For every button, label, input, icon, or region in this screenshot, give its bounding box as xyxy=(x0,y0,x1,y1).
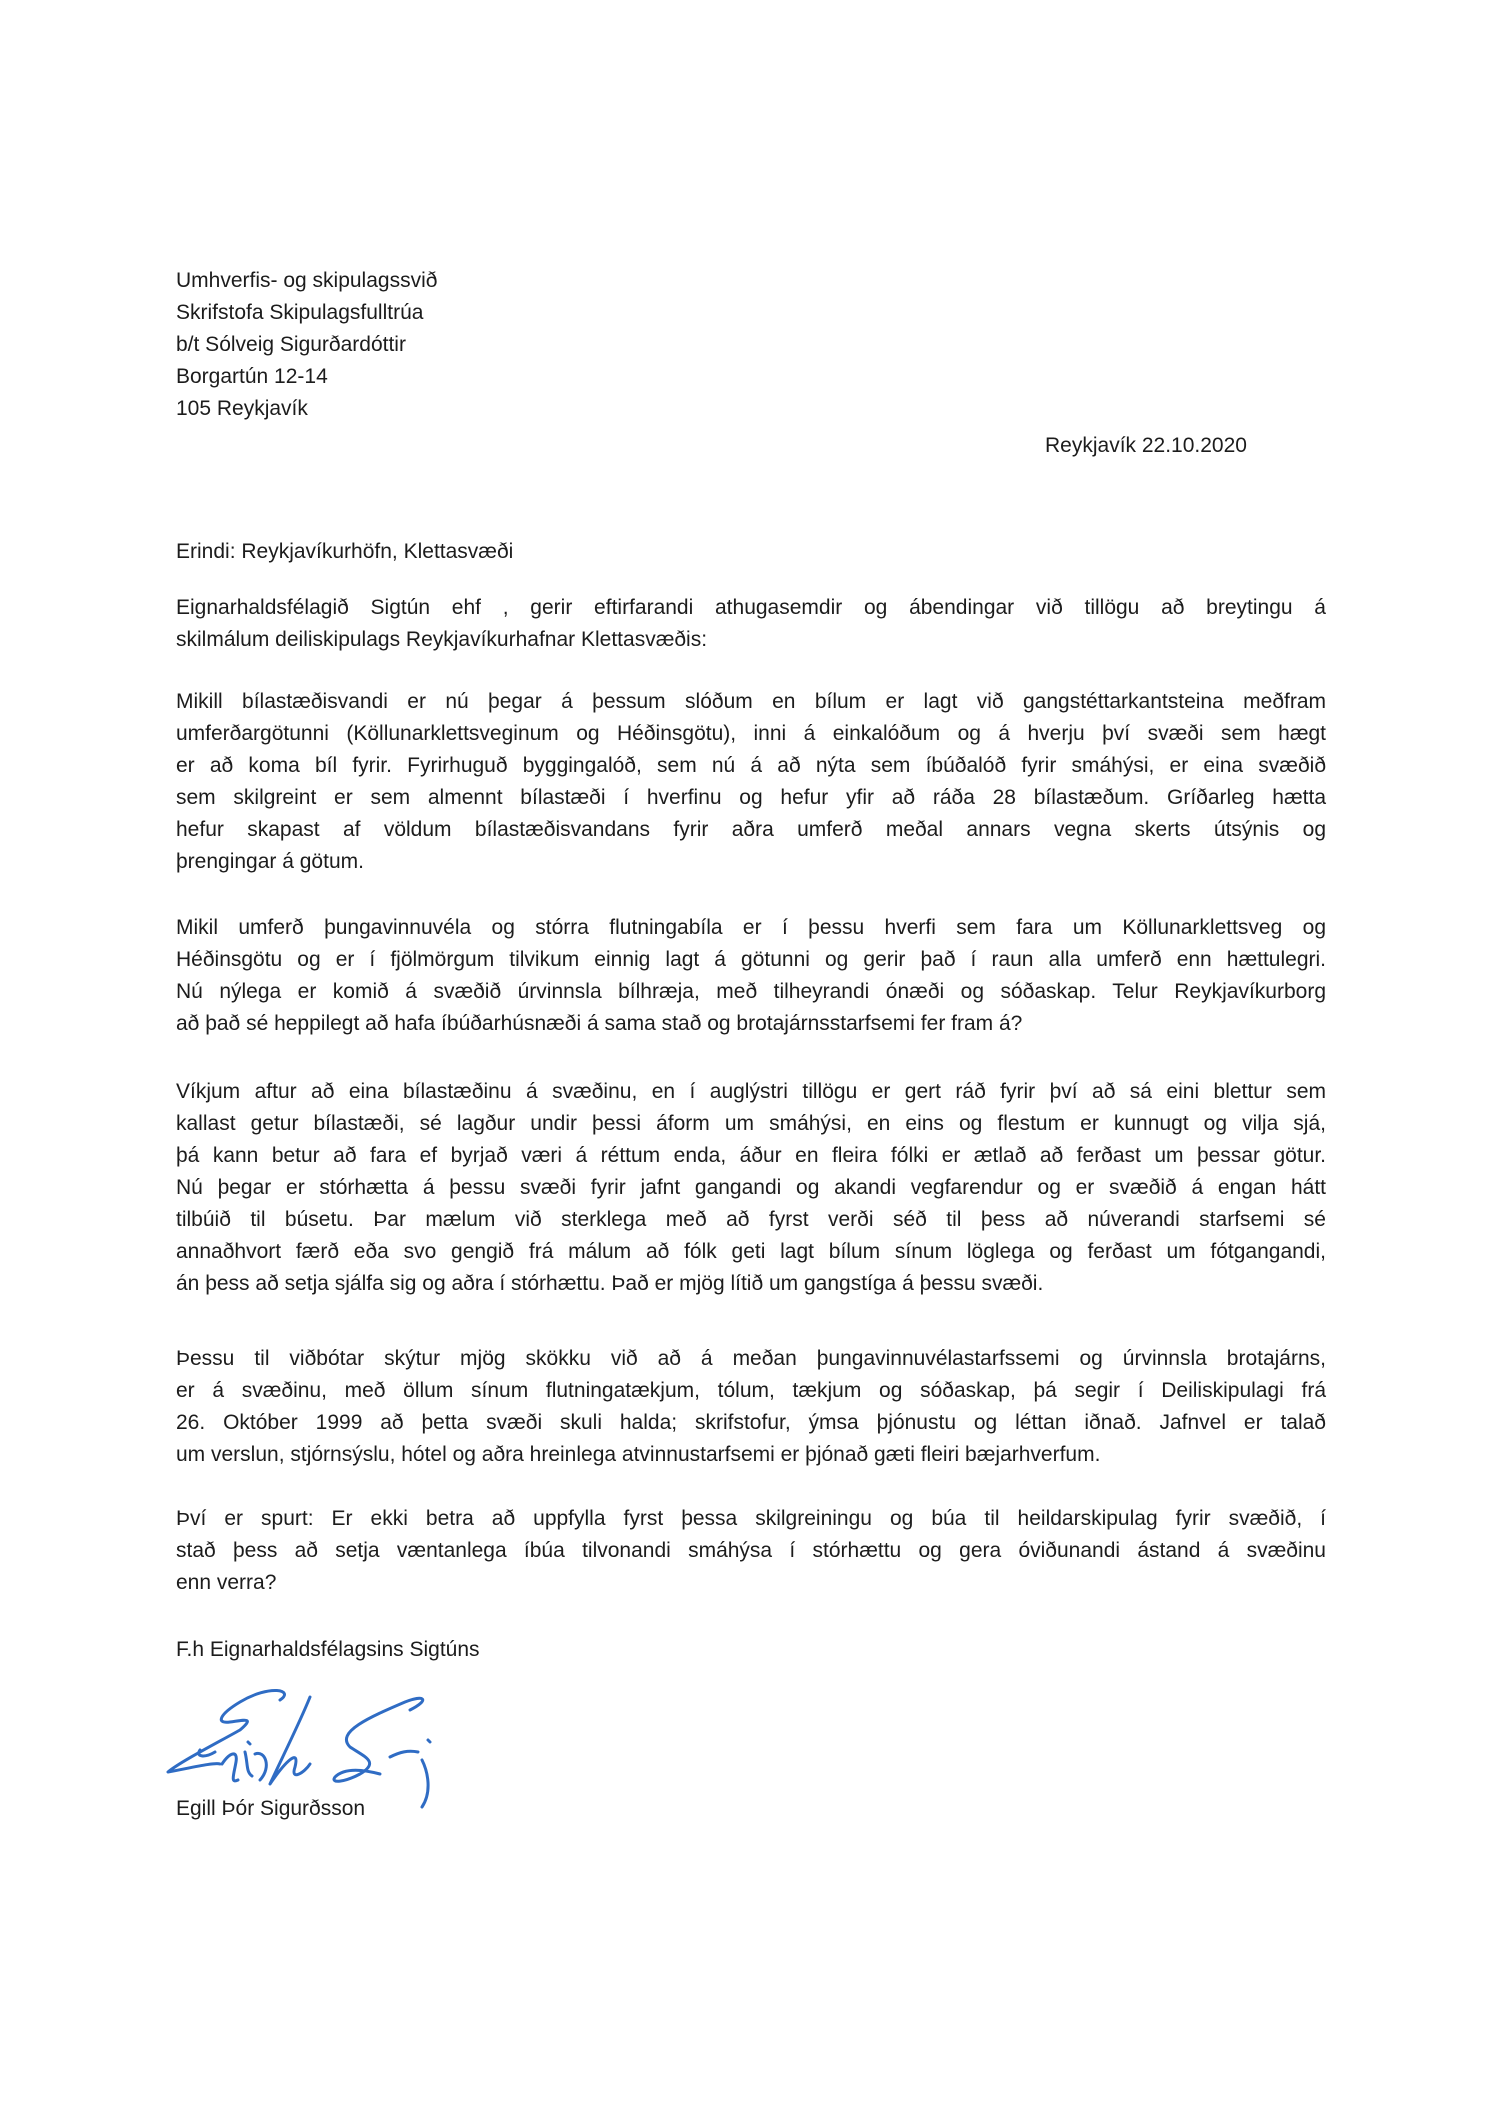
recipient-line: b/t Sólveig Sigurðardóttir xyxy=(176,333,406,356)
recipient-address xyxy=(176,265,1326,425)
paragraph-line: Þessu til viðbótar skýtur mjög skökku við að á meðan þungavinnuvélastarfssemi og úrvinnsla brotajárns, xyxy=(176,1347,1326,1370)
zoning-paragraph xyxy=(176,1343,1326,1471)
subject-line xyxy=(176,536,1326,568)
closing-line xyxy=(176,1634,1326,1666)
recipient-line: Umhverfis- og skipulagssvið xyxy=(176,269,438,292)
parking-lot-paragraph xyxy=(176,1076,1326,1300)
paragraph-line: þrengingar á götum. xyxy=(176,850,364,873)
paragraph-line: þá kann betur að fara ef byrjað væri á réttum enda, áður en fleira fólki er ætlað að ferðast um þessar götur. xyxy=(176,1144,1326,1167)
signer-name: Egill Þór Sigurðsson xyxy=(176,1797,366,1820)
paragraph-line: Því er spurt: Er ekki betra að uppfylla fyrst þessa skilgreiningu og búa til heildarskipulag fyrir svæðið, í xyxy=(176,1507,1326,1530)
recipient-line: Borgartún 12-14 xyxy=(176,365,328,388)
paragraph-line: skilmálum deiliskipulags Reykjavíkurhafnar Klettasvæðis: xyxy=(176,628,708,651)
paragraph-line: hefur skapast af völdum bílastæðisvandans fyrir aðra umferð meðal annars vegna skerts útsýnis og xyxy=(176,818,1326,841)
paragraph-line: annaðhvort færð eða svo gengið frá málum að fólk geti lagt bílum sínum löglega og ferðast um fótgangandi, xyxy=(176,1240,1326,1263)
traffic-paragraph xyxy=(176,912,1326,1040)
parking-paragraph xyxy=(176,686,1326,878)
paragraph-line: enn verra? xyxy=(176,1571,277,1594)
paragraph-line: Víkjum aftur að eina bílastæðinu á svæðinu, en í auglýstri tillögu er gert ráð fyrir því að sá eini blettur sem xyxy=(176,1080,1326,1103)
paragraph-line: kallast getur bílastæði, sé lagður undir þessi áform um smáhýsi, en eins og flestum er kunnugt og vilja sjá, xyxy=(176,1112,1326,1135)
paragraph-line: Nú nýlega er komið á svæðið úrvinnsla bílhræja, með tilheyrandi ónæði og sóðaskap. Telur Reykjavíkurborg xyxy=(176,980,1326,1003)
recipient-line: Skrifstofa Skipulagsfulltrúa xyxy=(176,301,424,324)
recipient-line: 105 Reykjavík xyxy=(176,397,308,420)
subject-text: Erindi: Reykjavíkurhöfn, Klettasvæði xyxy=(176,540,514,563)
paragraph-line: Mikill bílastæðisvandi er nú þegar á þessum slóðum en bílum er lagt við gangstéttarkantsteina meðfram xyxy=(176,690,1326,713)
paragraph-line: tilbúið til búsetu. Þar mælum við sterklega með að fyrst verði séð til þess að núverandi starfsemi sé xyxy=(176,1208,1326,1231)
paragraph-line: Eignarhaldsfélagið Sigtún ehf , gerir eftirfarandi athugasemdir og ábendingar við tillögu að breytingu á xyxy=(176,596,1326,619)
paragraph-line: er að koma bíl fyrir. Fyrirhuguð byggingalóð, sem nú á að nýta sem íbúðalóð fyrir smáhýsi, er eina svæðið xyxy=(176,754,1326,777)
paragraph-line: að það sé heppilegt að hafa íbúðarhúsnæði á sama stað og brotajárnsstarfsemi fer fram á? xyxy=(176,1012,1023,1035)
paragraph-line: Nú þegar er stórhætta á þessu svæði fyrir jafnt gangandi og akandi vegfarendur og er svæðið á engan hátt xyxy=(176,1176,1326,1199)
closing-text: F.h Eignarhaldsfélagsins Sigtúns xyxy=(176,1638,480,1661)
paragraph-line: er á svæðinu, með öllum sínum flutningatækjum, tólum, tækjum og sóðaskap, þá segir í Deiliskipulagi frá xyxy=(176,1379,1326,1402)
paragraph-line: sem skilgreint er sem almennt bílastæði í hverfinu og hefur yfir að ráða 28 bílastæðum. Gríðarleg hætta xyxy=(176,786,1326,809)
paragraph-line: stað þess að setja væntanlega íbúa tilvonandi smáhýsa í stórhættu og gera óviðunandi ástand á svæðinu xyxy=(176,1539,1326,1562)
date-line: Reykjavík 22.10.2020 xyxy=(1045,434,1247,457)
paragraph-line: Mikil umferð þungavinnuvéla og stórra flutningabíla er í þessu hverfi sem fara um Köllunarklettsveg og xyxy=(176,916,1326,939)
paragraph-line: án þess að setja sjálfa sig og aðra í stórhættu. Það er mjög lítið um gangstíga á þessu svæði. xyxy=(176,1272,1044,1295)
paragraph-line: 26. Október 1999 að þetta svæði skuli halda; skrifstofur, ýmsa þjónustu og léttan iðnað. Jafnvel er talað xyxy=(176,1411,1326,1434)
paragraph-line: um verslun, stjórnsýslu, hótel og aðra hreinlega atvinnustarfsemi er þjónað gæti fleiri bæjarhverfum. xyxy=(176,1443,1101,1466)
paragraph-line: umferðargötunni (Köllunarklettsveginum og Héðinsgötu), inni á einkalóðum og á hverju því svæði sem hægt xyxy=(176,722,1326,745)
intro-paragraph xyxy=(176,592,1326,656)
paragraph-line: Héðinsgötu og er í fjölmörgum tilvikum einnig lagt á götunni og gerir það í raun alla umferð enn hættulegri. xyxy=(176,948,1326,971)
question-paragraph xyxy=(176,1503,1326,1599)
